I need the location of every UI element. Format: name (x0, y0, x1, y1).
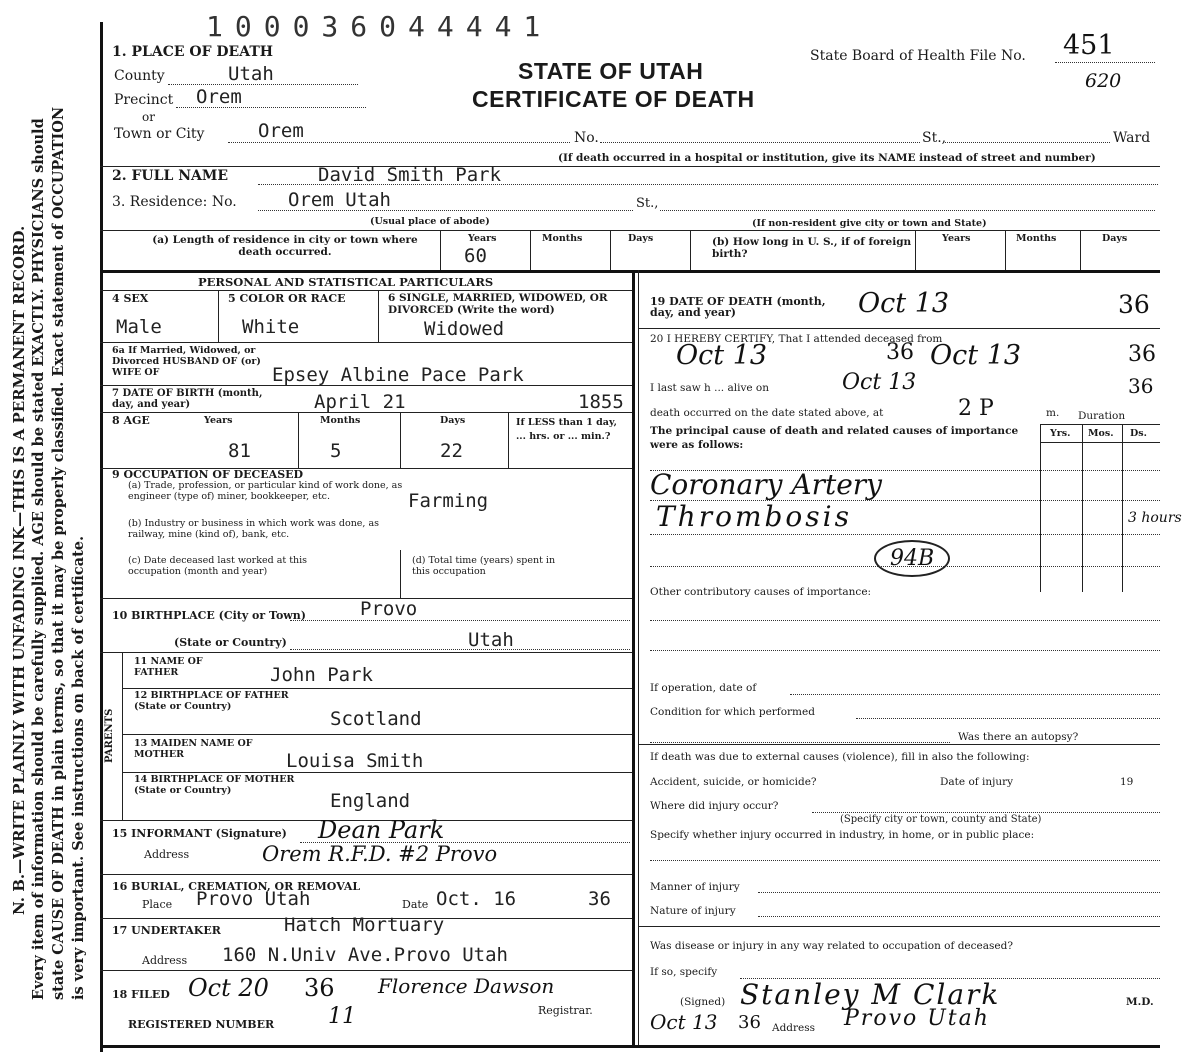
parents-col (122, 652, 123, 820)
residence-box-top (100, 230, 1160, 231)
rule-mother (122, 772, 632, 773)
frame-left (100, 22, 103, 1052)
us-col-1 (915, 230, 916, 270)
informant-label: 15 INFORMANT (Signature) (112, 827, 287, 840)
ds-head: Ds. (1130, 428, 1147, 439)
us-col-2 (1005, 230, 1006, 270)
operation-label: If operation, date of (650, 682, 757, 694)
serial-number: 100036044441 (206, 10, 553, 43)
cause-2: Thrombosis (656, 500, 852, 533)
time-of-death: 2 P (958, 396, 994, 421)
birthplace-city: Provo (360, 598, 418, 620)
registered-number: 11 (328, 1004, 356, 1029)
sex-value: Male (116, 316, 162, 338)
rule-father (122, 688, 632, 689)
certificate-title: CERTIFICATE OF DEATH (472, 86, 755, 112)
file-number-line (1055, 62, 1155, 63)
condition-line (856, 718, 1160, 719)
birthplace-state-line (290, 649, 630, 650)
burial-label: 16 BURIAL, CREMATION, OR REMOVAL (112, 880, 361, 893)
filed-date: Oct 20 (188, 974, 269, 1002)
full-name-label: 2. FULL NAME (112, 168, 229, 184)
residence-st: St., (636, 196, 659, 211)
age-months-head: Months (320, 415, 361, 426)
margin-note-4: is very important. See instructions on back of certificate. (70, 535, 87, 1000)
occupation-value: Farming (408, 490, 489, 512)
state-title: STATE OF UTAH (518, 58, 704, 84)
usual-abode-note: (Usual place of abode) (370, 216, 490, 227)
marital-value: Widowed (424, 318, 505, 340)
coder-initials: 94B (874, 540, 950, 577)
us-days-head: Days (1102, 233, 1128, 244)
res-days-head: Days (628, 233, 654, 244)
precinct-label: Precinct (114, 92, 174, 108)
condition-label: Condition for which performed (650, 706, 815, 718)
dob-value: April 21 (314, 391, 406, 413)
us-length-label: (b) How long in U. S., if of foreign birth? (712, 236, 912, 260)
res-col-2 (530, 230, 531, 270)
rule-operation (638, 744, 1160, 745)
no-label: No. (574, 130, 599, 146)
spouse-value: Epsey Albine Pace Park (272, 364, 524, 386)
burial-place: Provo Utah (196, 888, 311, 910)
age-days: 22 (440, 440, 463, 462)
undertaker-address-label: Address (142, 954, 188, 967)
mother-birthplace-label: 14 BIRTHPLACE OF MOTHER (State or Country) (134, 774, 295, 796)
full-name-line (258, 184, 1158, 185)
registrar-label: Registrar. (538, 1004, 593, 1017)
center-divider (632, 270, 635, 1045)
last-saw-label: I last saw h ... alive on (650, 382, 770, 394)
rule-undertaker (100, 970, 632, 971)
place-of-death-heading: 1. PLACE OF DEATH (112, 44, 273, 60)
rule-fbirth (122, 734, 632, 735)
residence-length-label: (a) Length of residence in city or town where death occurred. (152, 234, 418, 258)
file-sub-number: 620 (1085, 70, 1122, 92)
personal-heading: PERSONAL AND STATISTICAL PARTICULARS (198, 275, 494, 289)
us-years-head: Years (942, 233, 971, 244)
where-label: Where did injury occur? (650, 800, 779, 812)
certify-label: 20 I HEREBY CERTIFY, That I attended deceased from (650, 333, 943, 345)
res-years-head: Years (468, 233, 497, 244)
mother-birthplace: England (330, 790, 411, 812)
full-name-value: David Smith Park (318, 164, 502, 186)
informant-address-label: Address (144, 848, 190, 861)
center-divider-2 (638, 270, 639, 1045)
county-line (168, 84, 358, 85)
occupation-c-label: (c) Date deceased last worked at this occupation (month and year) (128, 555, 308, 577)
informant-signature: Dean Park (318, 816, 445, 844)
specify-line (650, 860, 1160, 861)
informant-address: Orem R.F.D. #2 Provo (262, 842, 498, 866)
rule-birthplace (100, 652, 632, 653)
contributory-line-2 (650, 650, 1160, 651)
precinct-line (176, 107, 366, 108)
age-months: 5 (330, 440, 342, 462)
residence-box-bottom (100, 270, 1160, 273)
hospital-note: (If death occurred in a hospital or institution, give its NAME instead of street and number) (558, 152, 1096, 164)
manner-label: Manner of injury (650, 881, 740, 893)
ward-label: Ward (1113, 130, 1151, 146)
st-line (945, 142, 1110, 143)
frame-bottom (100, 1045, 1160, 1048)
cause-line-3 (650, 534, 1160, 535)
mother-label: 13 MAIDEN NAME OF MOTHER (134, 738, 253, 760)
town-label: Town or City (114, 126, 205, 142)
cause-1: Coronary Artery (650, 468, 882, 501)
rule-personal (100, 290, 632, 291)
attended-to: Oct 13 (930, 340, 1022, 371)
occupation-a-label: (a) Trade, profession, or particular kind of work done, as engineer (type of) miner, bookkeeper, etc. (128, 480, 403, 502)
marital-label: 6 SINGLE, MARRIED, WIDOWED, OR DIVORCED (Write the word) (388, 292, 608, 316)
injury-date-label: Date of injury (940, 776, 1014, 788)
physician-address: Provo Utah (844, 1006, 990, 1031)
signed-label: (Signed) (680, 996, 726, 1008)
occupation-d-label: (d) Total time (years) spent in this occupation (412, 555, 556, 577)
rule-after-place (100, 166, 1160, 167)
burial-year: 36 (588, 888, 611, 910)
dob-label: 7 DATE OF BIRTH (month, day, and year) (112, 388, 263, 410)
nature-line (758, 916, 1160, 917)
no-line (600, 142, 920, 143)
occupation-b-label: (b) Industry or business in which work was done, as railway, mine (kind of), bank, etc. (128, 518, 380, 540)
rule-injury (638, 926, 1160, 927)
contributory-line-1 (650, 620, 1160, 621)
cause-line-4 (650, 566, 1160, 567)
occupation-label: 9 OCCUPATION OF DECEASED (112, 468, 304, 481)
county-value: Utah (228, 63, 274, 85)
residence-value: Orem Utah (288, 189, 391, 211)
rule-sex (100, 342, 632, 343)
external-label: If death was due to external causes (violence), fill in also the following: (650, 751, 1030, 763)
mother-value: Louisa Smith (286, 750, 424, 772)
margin-note-1: N. B.—WRITE PLAINLY WITH UNFADING INK—THIS IS A PERMANENT RECORD. (10, 225, 28, 915)
m-label: m. (1046, 407, 1060, 419)
attended-year-1: 36 (886, 340, 914, 365)
signed-year: 36 (738, 1012, 761, 1033)
age-years: 81 (228, 440, 251, 462)
burial-date: Oct. 16 (436, 888, 517, 910)
residence-label: 3. Residence: No. (112, 194, 237, 210)
parents-label: PARENTS (104, 708, 115, 763)
rule-duration-head (1040, 424, 1160, 425)
disease-label: Was disease or injury in any way related to occupation of deceased? (650, 940, 1013, 952)
filed-label: 18 FILED (112, 988, 170, 1001)
duration-label: Duration (1078, 410, 1126, 422)
dod-year: 36 (1118, 290, 1150, 319)
manner-line (758, 892, 1160, 893)
rule-spouse (100, 385, 632, 386)
autopsy-label: Was there an autopsy? (958, 731, 1079, 743)
signed-date: Oct 13 (650, 1010, 718, 1034)
birthplace-state-label: (State or Country) (174, 636, 287, 649)
registered-number-label: REGISTERED NUMBER (128, 1018, 275, 1031)
physician-signature: Stanley M Clark (740, 978, 1001, 1011)
if-so-label: If so, specify (650, 966, 718, 978)
dod-label: 19 DATE OF DEATH (month, day, and year) (650, 295, 826, 319)
attended-year-2: 36 (1128, 342, 1156, 367)
age-col-3 (508, 412, 509, 468)
father-birthplace: Scotland (330, 708, 422, 730)
or-label: or (142, 110, 155, 124)
res-col-1 (440, 230, 441, 270)
birthplace-state: Utah (468, 629, 514, 651)
residence-line (258, 210, 633, 211)
mos-head: Mos. (1088, 428, 1114, 439)
less-than-day-label: If LESS than 1 day, ... hrs. or ... min.? (516, 417, 617, 442)
margin-note-2: Every item of information should be carefully supplied. AGE should be stated EXACTLY. PHYSICIANS should (30, 118, 47, 1000)
last-saw-value: Oct 13 (842, 370, 917, 395)
attended-from: Oct 13 (676, 340, 768, 371)
us-col-3 (1080, 230, 1081, 270)
burial-place-label: Place (142, 898, 173, 911)
birthplace-line (290, 620, 630, 621)
cause-label: The principal cause of death and related causes of importance were as follows: (650, 425, 1019, 451)
age-label: 8 AGE (112, 414, 150, 427)
specify-place-label: Specify whether injury occurred in industry, in home, or in public place: (650, 829, 1035, 841)
undertaker-value: Hatch Mortuary (284, 914, 445, 936)
contributory-label: Other contributory causes of importance: (650, 586, 872, 598)
file-number-label: State Board of Health File No. (810, 48, 1026, 64)
margin-note-3: state CAUSE OF DEATH in plain terms, so that it may be properly classified. Exact statement of OCCUPATION (50, 106, 67, 1000)
where-line (812, 812, 1160, 813)
burial-date-label: Date (402, 898, 429, 911)
operation-line (790, 694, 1160, 695)
res-col-4 (690, 230, 691, 270)
rule-dod (638, 328, 1160, 329)
father-label: 11 NAME OF FATHER (134, 656, 203, 678)
age-days-head: Days (440, 415, 466, 426)
race-label: 5 COLOR OR RACE (228, 292, 346, 305)
us-months-head: Months (1016, 233, 1057, 244)
filed-year: 36 (304, 974, 335, 1002)
town-value: Orem (258, 120, 304, 142)
res-months-head: Months (542, 233, 583, 244)
where-note: (Specify city or town, county and State) (840, 814, 1042, 825)
registrar-signature: Florence Dawson (378, 974, 555, 998)
last-saw-year: 36 (1128, 374, 1154, 398)
race-value: White (242, 316, 300, 338)
county-label: County (114, 68, 165, 84)
precinct-value: Orem (196, 86, 242, 108)
occ-col (400, 550, 401, 598)
st-label: St., (922, 130, 947, 146)
rule-dob (100, 412, 632, 413)
sex-label: 4 SEX (112, 292, 149, 305)
age-col-1 (298, 412, 299, 468)
father-birthplace-label: 12 BIRTHPLACE OF FATHER (State or Country) (134, 690, 289, 712)
res-years-value: 60 (464, 245, 487, 267)
rule-informant (100, 874, 632, 875)
undertaker-address: 160 N.Univ Ave.Provo Utah (222, 944, 508, 966)
dob-year: 1855 (578, 391, 624, 413)
yrs-head: Yrs. (1050, 428, 1071, 439)
occurred-label: death occurred on the date stated above, at (650, 407, 884, 419)
file-number: 451 (1063, 30, 1115, 61)
autopsy-line (650, 742, 950, 743)
injury-year: 19 (1120, 776, 1134, 788)
age-years-head: Years (204, 415, 233, 426)
res-col-3 (610, 230, 611, 270)
undertaker-label: 17 UNDERTAKER (112, 924, 221, 937)
age-col-2 (400, 412, 401, 468)
spouse-label: 6a If Married, Widowed, or Divorced HUSBAND OF (or) WIFE OF (112, 345, 261, 378)
birthplace-label: 10 BIRTHPLACE (City or Town) (112, 609, 306, 622)
dod-value: Oct 13 (858, 288, 950, 319)
father-value: John Park (270, 664, 373, 686)
col-race (378, 290, 379, 342)
md-label: M.D. (1126, 996, 1154, 1008)
nature-label: Nature of injury (650, 905, 736, 917)
cause-duration: 3 hours (1128, 510, 1182, 526)
accident-label: Accident, suicide, or homicide? (650, 776, 817, 788)
physician-address-label: Address (772, 1022, 816, 1034)
rule-duration-head-2 (1040, 442, 1160, 443)
col-sex (218, 290, 219, 342)
town-line (228, 142, 570, 143)
residence-st-line (660, 210, 1155, 211)
nonresident-note: (If non-resident give city or town and State) (752, 218, 987, 229)
